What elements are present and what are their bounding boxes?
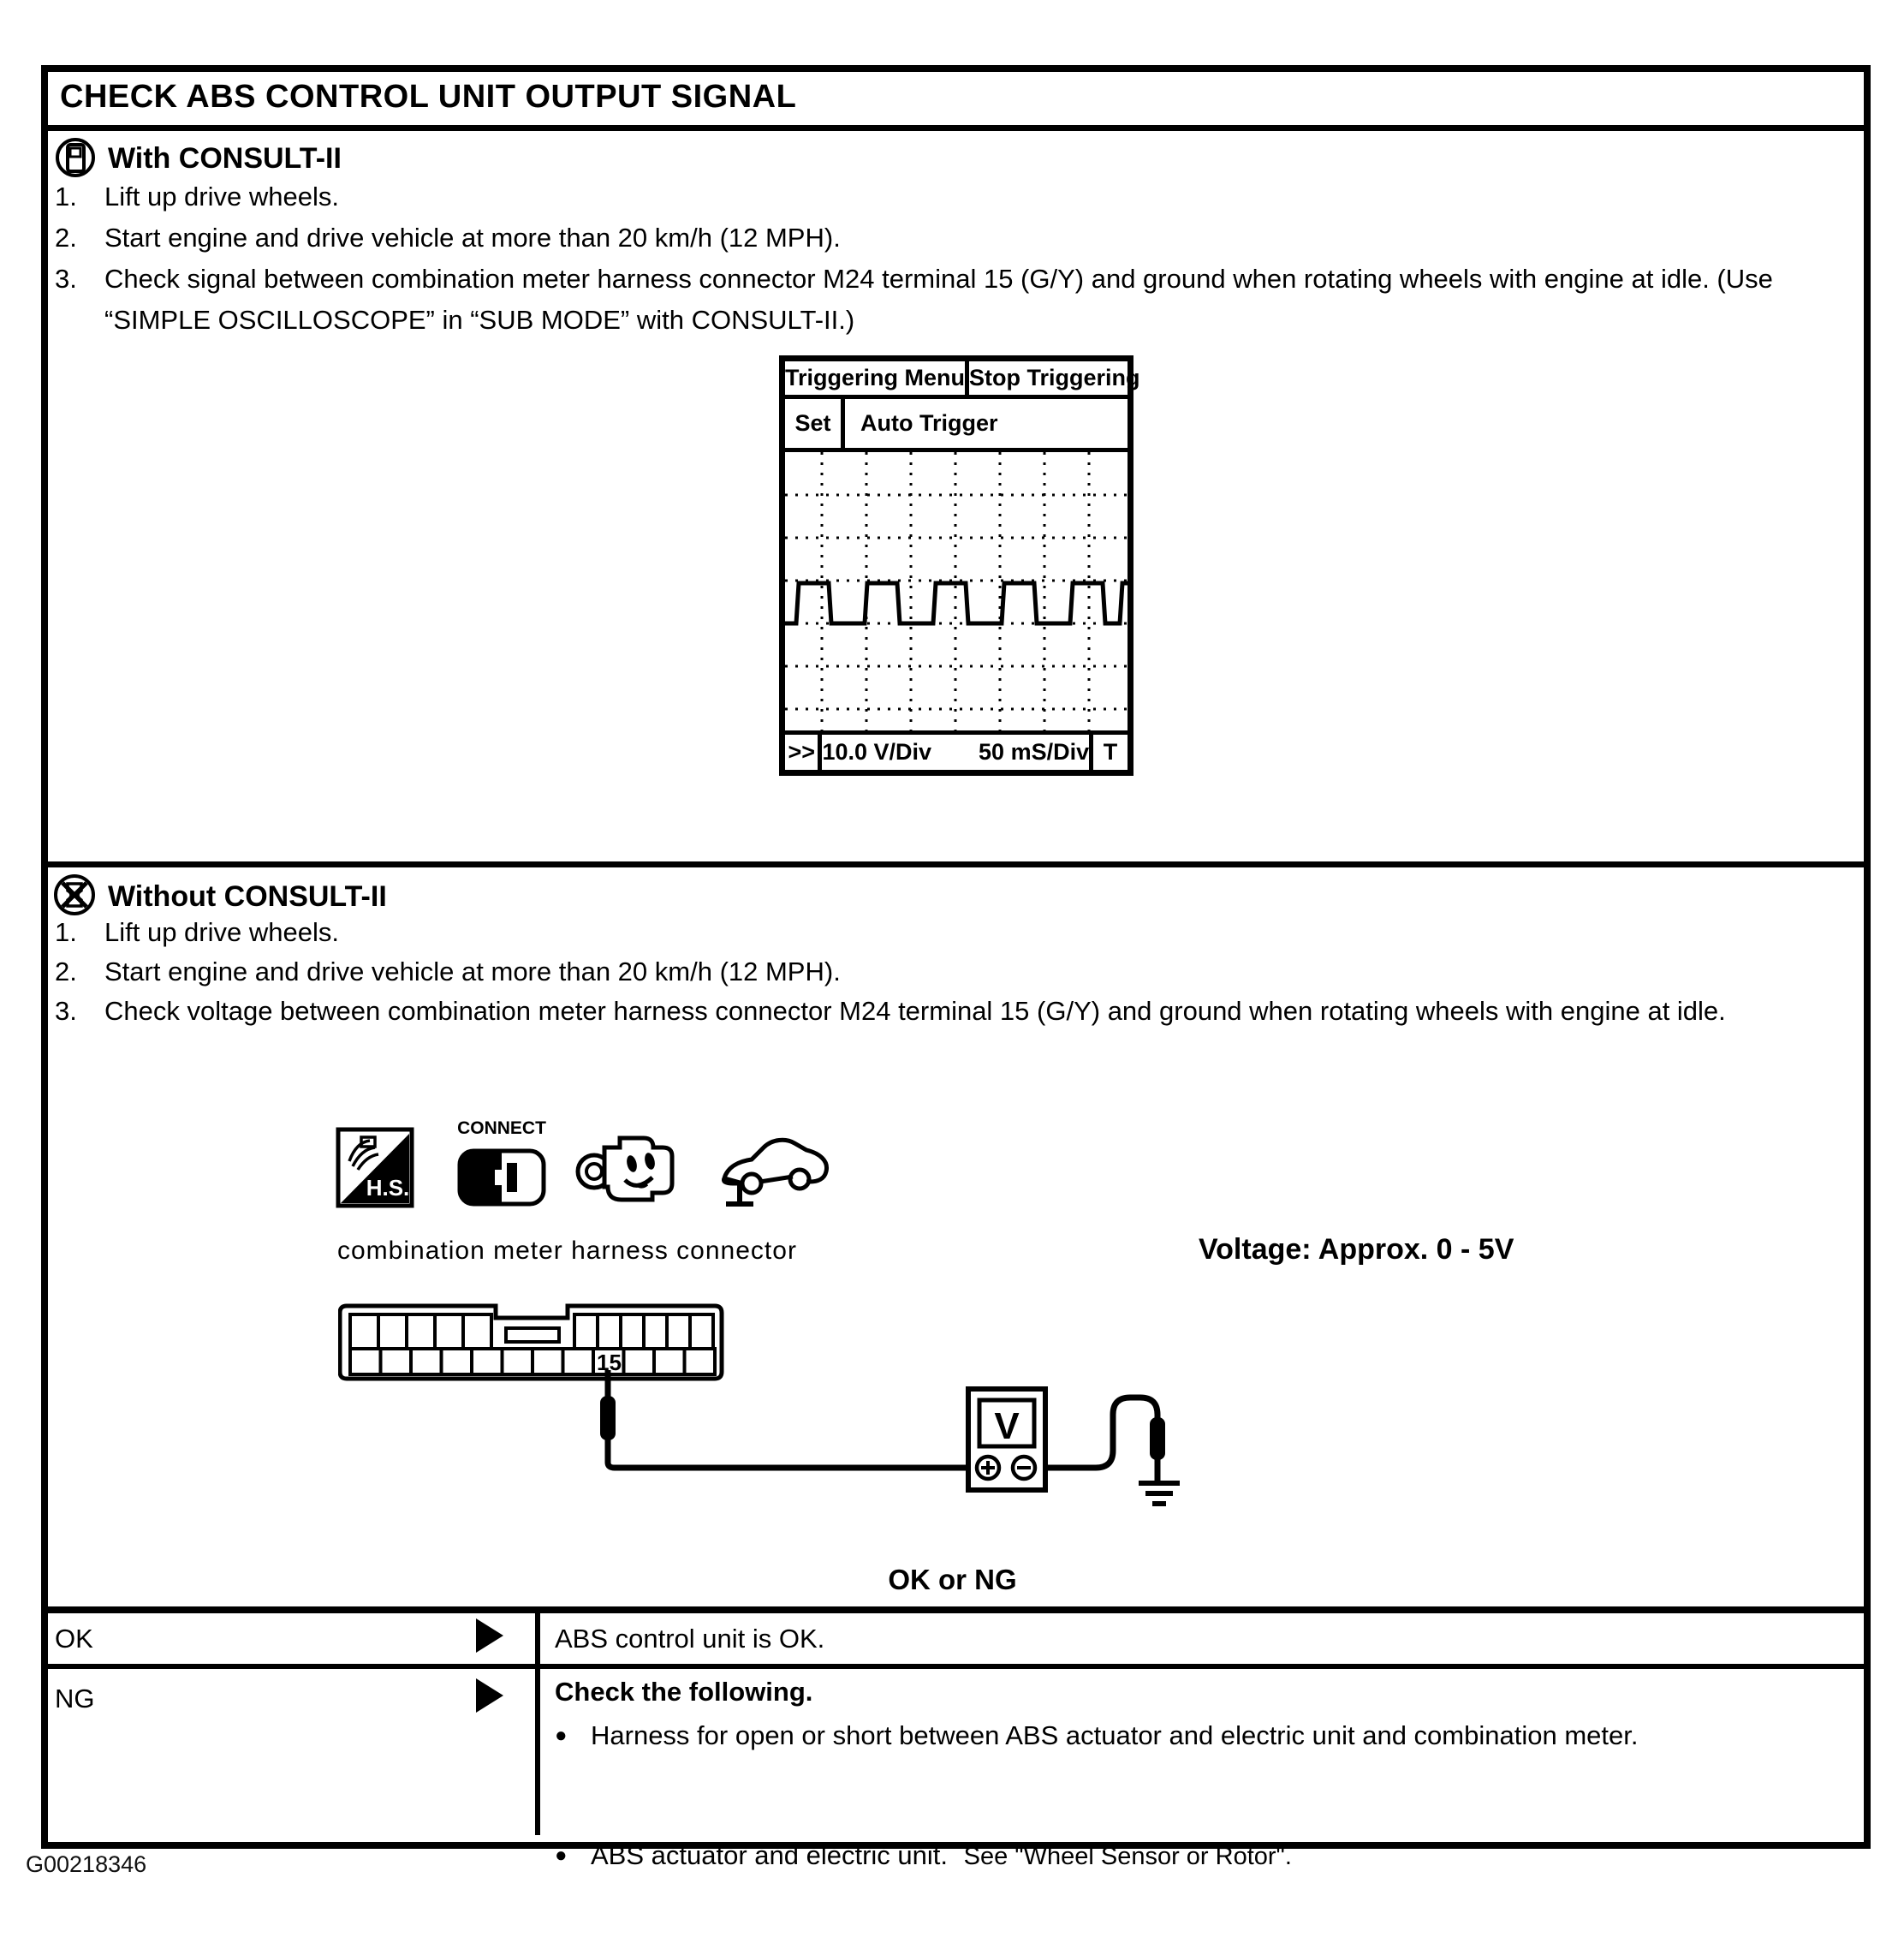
result-ok-label: OK	[55, 1624, 93, 1654]
step-number: 1.	[55, 182, 77, 212]
step-number: 3.	[55, 264, 77, 294]
step-text: Lift up drive wheels.	[104, 917, 339, 947]
auto-trigger-label: Auto Trigger	[860, 410, 998, 436]
step-number: 1.	[55, 917, 77, 947]
step-number: 2.	[55, 957, 77, 986]
table-row-rule	[41, 1664, 1864, 1669]
terminal-15-label: 15	[597, 1350, 622, 1375]
voltmeter-circuit-diagram	[548, 1370, 1199, 1563]
list-item	[555, 1716, 1824, 1755]
scope-more-button: >>	[785, 735, 822, 770]
figure-caption: combination meter harness connector	[337, 1237, 797, 1265]
table-top-rule	[41, 1606, 1864, 1613]
voltage-spec: Voltage: Approx. 0 - 5V	[1199, 1233, 1514, 1266]
step-number: 3.	[55, 996, 77, 1026]
bullet-icon: ●	[555, 1724, 568, 1747]
section-heading-without-consult: Without CONSULT-II	[108, 880, 387, 913]
title-divider	[41, 125, 1864, 131]
step-text: Check voltage between combination meter harness connector M24 terminal 15 (G/Y) and ground when rotating wheels with engine at idle.	[104, 996, 1726, 1026]
arrow-right-icon	[476, 1678, 503, 1713]
voltmeter-display: V	[994, 1405, 1020, 1447]
scope-trigger-bar	[785, 399, 1128, 452]
result-ng-title: Check the following.	[555, 1677, 813, 1707]
list-item	[55, 951, 1825, 992]
list-item	[55, 218, 1825, 259]
connect-icon	[457, 1144, 546, 1209]
table-column-rule	[535, 1606, 540, 1835]
figure-id-code: G00218346	[26, 1851, 147, 1877]
result-prompt: OK or NG	[888, 1564, 1017, 1595]
result-ok-text: ABS control unit is OK.	[555, 1624, 825, 1654]
voltmeter	[968, 1389, 1045, 1490]
ng-check-item-reference: See "Wheel Sensor or Rotor".	[963, 1843, 1292, 1870]
result-ng-label: NG	[55, 1684, 95, 1714]
oscilloscope-figure	[779, 355, 1140, 776]
bullet-icon: ●	[555, 1844, 568, 1867]
ground-probe	[1150, 1417, 1165, 1460]
page-title: CHECK ABS CONTROL UNIT OUTPUT SIGNAL	[60, 79, 797, 115]
time-per-div-readout: 50 mS/Div	[979, 739, 1090, 765]
volts-per-div-readout: 10.0 V/Div	[822, 739, 932, 765]
consult-ii-icon	[55, 137, 96, 178]
without-consult-ii-icon	[53, 873, 96, 916]
step-number: 2.	[55, 223, 77, 253]
triggering-menu-button: Triggering Menu	[785, 361, 969, 395]
list-item	[55, 259, 1825, 341]
section-heading-with-consult: With CONSULT-II	[108, 142, 342, 175]
step-text: Start engine and drive vehicle at more than 20 km/h (12 MPH).	[104, 957, 841, 986]
set-button: Set	[785, 399, 845, 448]
ground-symbol-icon	[1139, 1483, 1180, 1504]
list-item	[55, 991, 1825, 1032]
step-text: Start engine and drive vehicle at more than 20 km/h (12 MPH).	[104, 223, 841, 253]
square-wave-trace	[785, 452, 1128, 730]
ng-check-item: Harness for open or short between ABS actuator and electric unit and combination meter.	[591, 1720, 1639, 1750]
vehicle-on-lift-icon	[707, 1130, 834, 1209]
trigger-flag: T	[1089, 735, 1128, 770]
ng-check-item: ABS actuator and electric unit.	[591, 1840, 949, 1870]
scope-screen	[785, 452, 1128, 730]
section-divider	[41, 861, 1864, 867]
list-item	[55, 176, 1825, 218]
test-probe	[600, 1396, 616, 1440]
hs-data-link-icon	[336, 1127, 414, 1208]
harness-connector-mascot-icon	[570, 1129, 681, 1211]
arrow-right-icon	[476, 1618, 503, 1653]
connect-label: CONNECT	[457, 1118, 546, 1138]
step-text: Lift up drive wheels.	[104, 182, 339, 212]
list-item	[555, 1836, 1824, 1876]
scope-status-bar	[785, 730, 1128, 770]
step-text: Check signal between combination meter harness connector M24 terminal 15 (G/Y) and ground when rotating wheels with engine at idle. (Use “SIMPLE OSCILLOSCOPE” in “SUB MODE” with CONSULT-II.)	[104, 264, 1773, 335]
scope-menu-bar	[785, 361, 1140, 399]
stop-triggering-button: Stop Triggering	[969, 365, 1140, 390]
hs-badge-label: H.S.	[366, 1175, 410, 1201]
list-item	[55, 912, 1825, 953]
